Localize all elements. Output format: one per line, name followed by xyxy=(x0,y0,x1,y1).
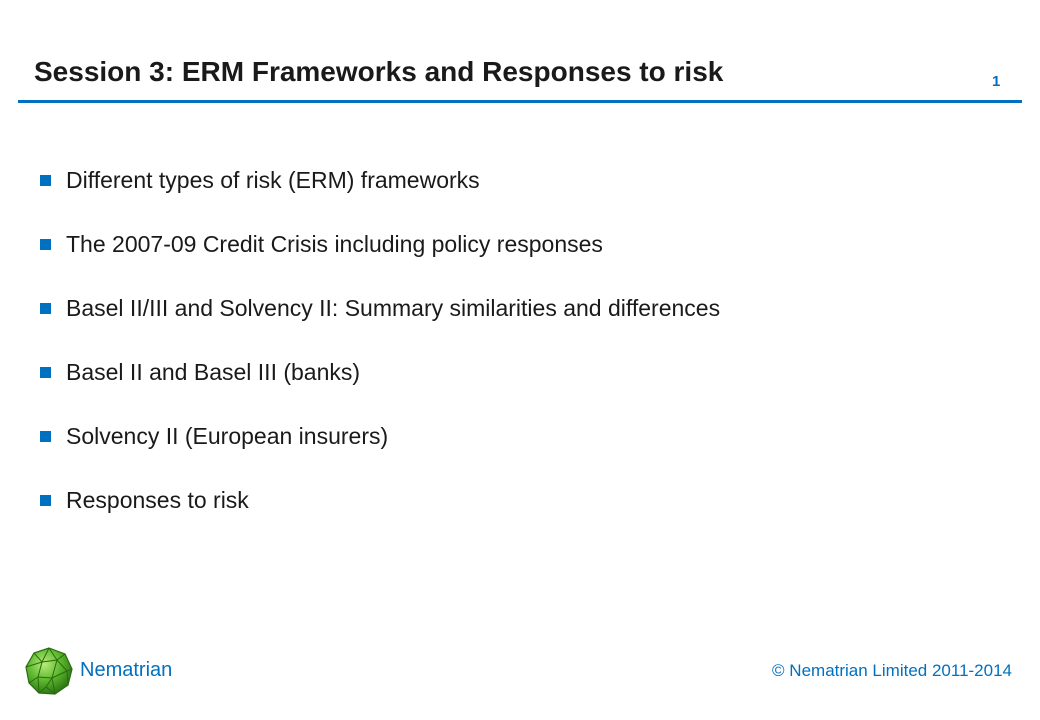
bullet-text: Different types of risk (ERM) frameworks xyxy=(66,166,480,193)
nematrian-logo-icon xyxy=(24,646,74,696)
square-bullet-icon xyxy=(40,367,51,378)
bullet-text: Solvency II (European insurers) xyxy=(66,422,389,449)
bullet-text: Basel II and Basel III (banks) xyxy=(66,358,361,385)
bullet-text: Basel II/III and Solvency II: Summary similarities and differences xyxy=(66,294,721,321)
bullet-item xyxy=(40,484,720,516)
bullet-item xyxy=(40,228,720,260)
bullet-text: Responses to risk xyxy=(66,486,249,513)
bullet-item xyxy=(40,292,720,324)
square-bullet-icon xyxy=(40,175,51,186)
bullet-item xyxy=(40,356,720,388)
square-bullet-icon xyxy=(40,495,51,506)
title-divider xyxy=(18,100,1022,103)
bullet-item xyxy=(40,420,720,452)
slide-title: Session 3: ERM Frameworks and Responses to risk xyxy=(34,56,724,87)
square-bullet-icon xyxy=(40,303,51,314)
square-bullet-icon xyxy=(40,431,51,442)
square-bullet-icon xyxy=(40,239,51,250)
bullet-item xyxy=(40,164,720,196)
brand-name: Nematrian xyxy=(80,659,173,681)
bullet-text: The 2007-09 Credit Crisis including policy responses xyxy=(66,230,603,257)
bullet-list xyxy=(40,164,720,548)
copyright-notice: © Nematrian Limited 2011-2014 xyxy=(772,661,1012,680)
slide-number: 1 xyxy=(992,73,1001,90)
